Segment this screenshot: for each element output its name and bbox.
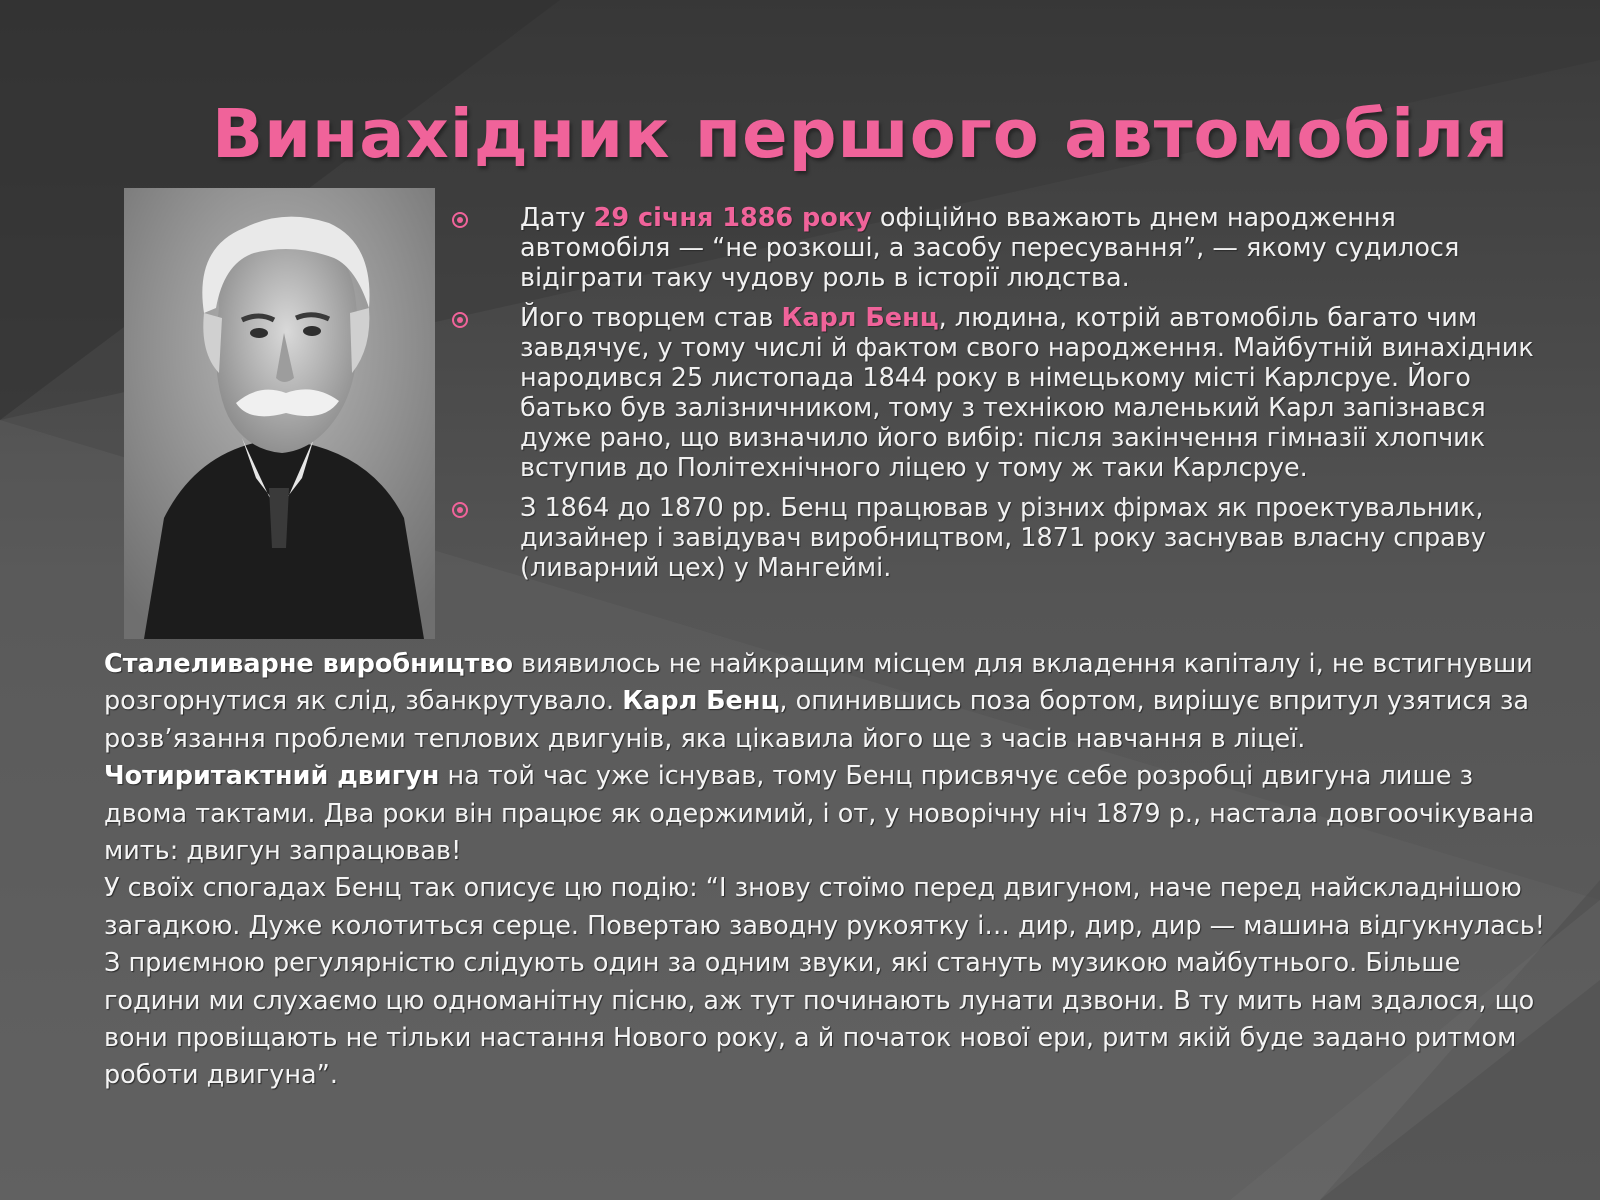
paragraph	[104, 646, 1564, 758]
paragraph	[104, 870, 1564, 1094]
bullet-text-before: Його творцем став	[520, 303, 782, 333]
bullet-text-after: , людина, котрій автомобіль багато чим завдячує, у тому числі й фактом свого народження. Майбутній винахідник народився 25 листопада 1844 року в німецькому місті Карлсруе. Його батько був залізничником, тому з технікою маленький Карл запізнався дуже рано, що визначило його вибір: після закінчення гімназії хлопчик вступив до Політехнічного ліцею у тому ж таки Карлсруе.	[520, 303, 1534, 483]
paragraph-text: У своїх спогадах Бенц так описує цю подію: “І знову стоїмо перед двигуном, наче перед найскладнішою загадкою. Дуже колотиться серце. Повертаю заводну рукоятку і… дир, дир, дир — машина відгукнулась! З приємною регулярністю слідують один за одним звуки, які стануть музикою майбутнього. Більше години ми слухаємо цю одноманітну пісню, аж тут починають лунати дзвони. В ту мить нам здалося, що вони провіщають не тільки настання Нового року, а й початок нової ери, ритм якій буде задано ритмом роботи двигуна”.	[104, 873, 1546, 1091]
bullet-text-before: Дату	[520, 203, 594, 233]
bullet-icon	[452, 502, 468, 518]
highlight-name: Карл Бенц	[781, 303, 939, 333]
bullet-icon	[452, 212, 468, 228]
bold-term: Чотиритактний двигун	[104, 761, 440, 792]
paragraph	[104, 758, 1564, 870]
bullet-icon	[452, 312, 468, 328]
paragraph-text: , опинившись поза бортом, вирішує впритул узятися за розв’язання проблеми теплових двигунів, яка цікавила його ще з часів навчання в ліцеї.	[104, 686, 1530, 754]
paragraph-text: на той час уже існував, тому Бенц присвячує себе розробці двигуна лише з двома тактами. Два роки він працює як одержимий, і от, у новорічну ніч 1879 р., настала довгоочікувана мить: двигун запрацював!	[104, 761, 1535, 867]
bullet-text: З 1864 до 1870 рр. Бенц працював у різних фірмах як проектувальник, дизайнер і завідувач виробництвом, 1871 року заснував власну справу (ливарний цех) у Мангеймі.	[520, 493, 1486, 583]
bullet-item	[452, 493, 1552, 583]
bullet-text-after: офіційно вважають днем народження автомобіля — “не розкоші, а засобу пересування”, — якому судилося відіграти таку чудову роль в історії людства.	[520, 203, 1460, 293]
highlight-date: 29 січня 1886 року	[593, 203, 872, 233]
slide-title: Винахідник першого автомобіля	[212, 95, 1510, 173]
portrait-photo	[124, 188, 435, 639]
paragraph-text: виявилось не найкращим місцем для вкладення капіталу і, не встигнувши розгорнутися як слід, збанкрутувало.	[104, 649, 1533, 717]
bullet-item	[452, 303, 1552, 483]
bold-term: Сталеливарне виробництво	[104, 649, 514, 679]
bold-name: Карл Бенц	[622, 686, 780, 717]
bullet-list	[452, 203, 1552, 593]
bullet-item	[452, 203, 1552, 293]
body-text	[104, 646, 1564, 1095]
